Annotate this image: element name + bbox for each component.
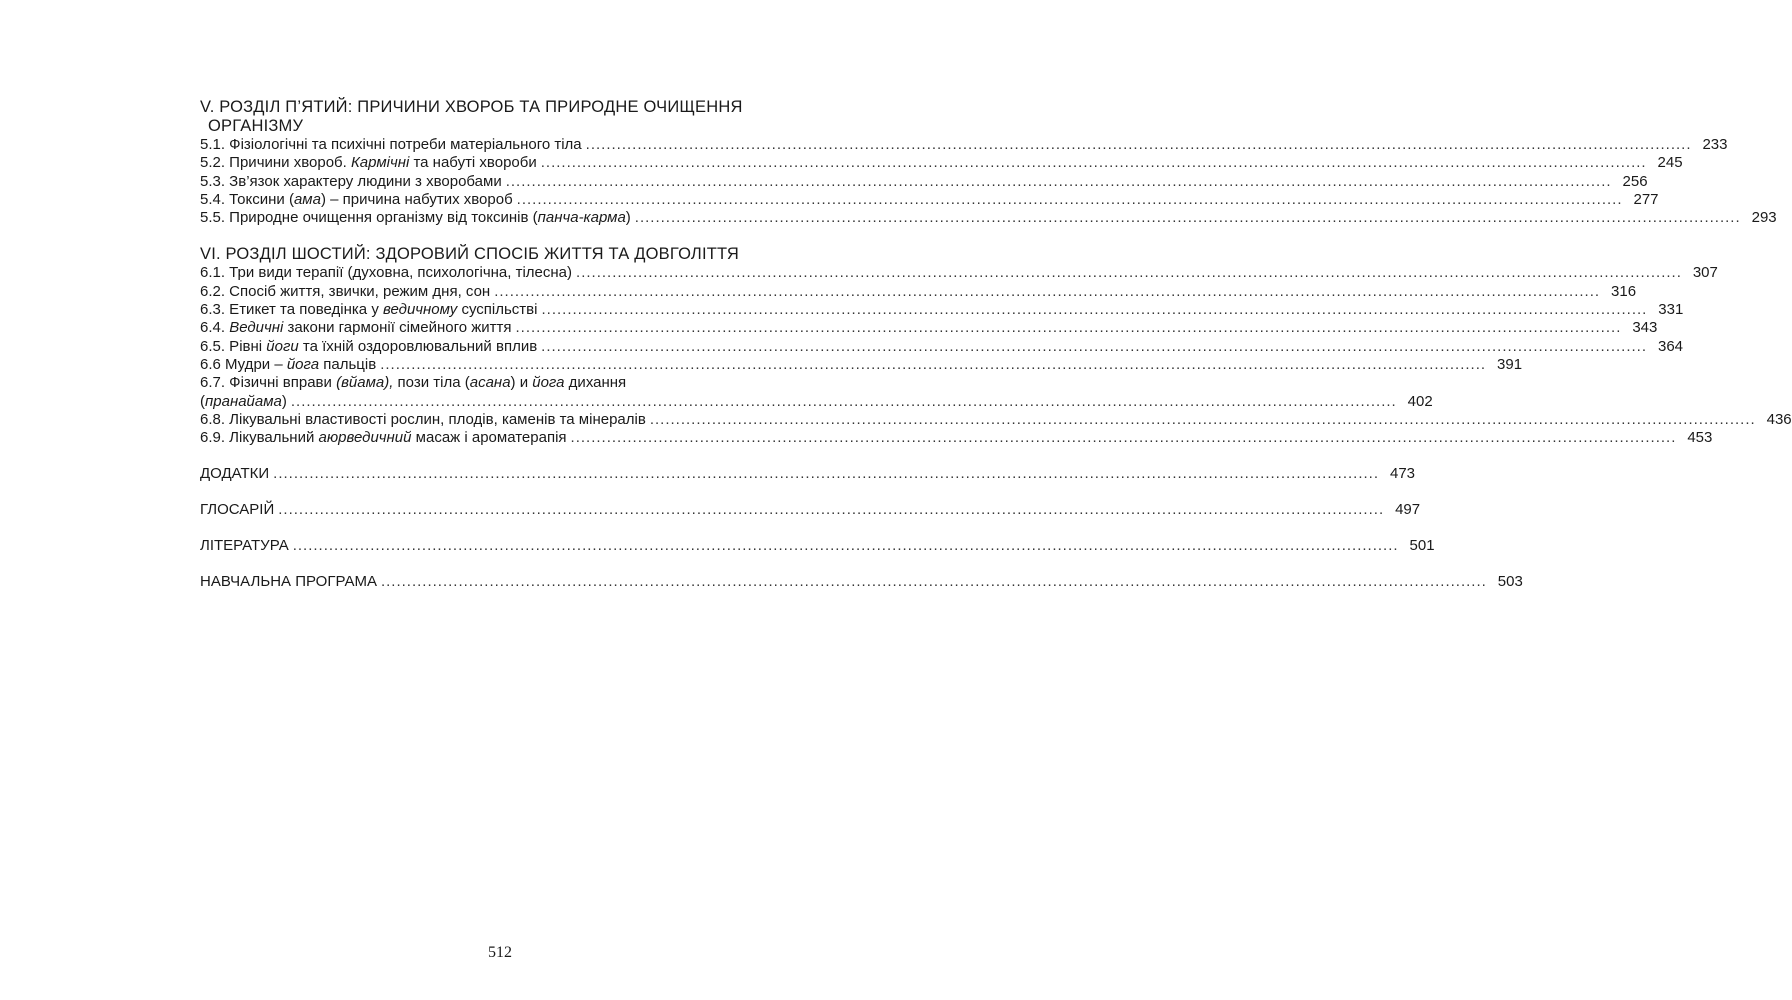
dot-leader <box>506 173 1612 191</box>
dot-leader <box>576 264 1682 282</box>
toc-entry-page: 473 <box>1389 465 1416 483</box>
dot-leader <box>586 136 1692 154</box>
toc-entry-title: 6.3. Етикет та поведінка у ведичному суспільстві <box>200 301 538 319</box>
toc-entry-appendices[interactable] <box>200 465 1416 483</box>
toc-entry-page: 503 <box>1497 573 1523 591</box>
toc-entry-page: 364 <box>1657 337 1684 355</box>
toc-entry-title: ГЛОСАРІЙ <box>200 501 275 519</box>
dot-leader <box>541 154 1647 172</box>
toc-entry-5-2[interactable] <box>200 154 1683 172</box>
toc-entry-title: 5.4. Токсини (ама) – причина набутих хвороб <box>200 190 513 208</box>
toc-entry-title: 6.6 Мудри – йога пальців <box>200 355 377 373</box>
toc-entry-title: ЛІТЕРАТУРА <box>200 537 289 555</box>
toc-entry-title: 5.1. Фізіологічні та психічні потреби матеріального тіла <box>200 136 582 153</box>
dot-leader <box>293 537 1399 555</box>
toc-entry-literature[interactable] <box>200 537 1435 555</box>
toc-entry-5-4[interactable] <box>200 190 1659 209</box>
toc-entry-title: 6.5. Рівні йоги та їхній оздоровлювальний вплив <box>200 337 538 355</box>
toc-entry-title: 6.2. Спосіб життя, звички, режим дня, сон <box>200 282 491 300</box>
toc-entry-page: 402 <box>1407 392 1433 410</box>
toc-entry-6-6[interactable] <box>200 355 1523 374</box>
toc-entry-5-1[interactable] <box>200 136 1728 154</box>
dot-leader <box>380 356 1486 374</box>
dot-leader <box>516 319 1622 337</box>
toc-entry-title: 6.4. Ведичні закони гармонії сімейного життя <box>200 319 512 337</box>
dot-leader <box>273 465 1379 483</box>
toc-entry-title: 5.2. Причини хвороб. Кармічні та набуті хвороби <box>200 154 537 172</box>
dot-leader <box>650 411 1756 429</box>
toc-entry-page: 307 <box>1692 264 1718 282</box>
toc-entry-6-8[interactable] <box>200 410 1792 429</box>
toc-entry-6-2[interactable] <box>200 282 1637 301</box>
dot-leader <box>541 338 1647 356</box>
toc-entry-page: 331 <box>1658 301 1684 319</box>
toc-entry-page: 497 <box>1395 501 1421 519</box>
section-6-title: VI. РОЗДІЛ ШОСТИЙ: ЗДОРОВИЙ СПОСІБ ЖИТТЯ ТА ДОВГОЛІТТЯ <box>200 245 740 264</box>
toc-entry-5-3[interactable] <box>200 172 1648 191</box>
toc-entry-6-5[interactable] <box>200 337 1684 356</box>
toc-entry-title: 6.1. Три види терапії (духовна, психологічна, тілесна) <box>200 264 573 282</box>
toc-entry-6-4[interactable] <box>200 319 1658 337</box>
dot-leader <box>541 301 1647 319</box>
toc-entry-5-5[interactable] <box>200 209 1777 227</box>
toc-entry-title: 5.5. Природне очищення організму від токсинів (панча-карма) <box>200 209 631 227</box>
toc-entry-page: 277 <box>1633 190 1659 208</box>
toc-entry-page: 436 <box>1766 410 1792 428</box>
toc-entry-title: (пранайама) <box>200 392 287 410</box>
dot-leader <box>571 429 1677 447</box>
dot-leader <box>494 283 1600 301</box>
toc-entry-title: НАВЧАЛЬНА ПРОГРАМА <box>200 573 377 591</box>
page-number: 512 <box>488 944 512 961</box>
toc-entry-page: 391 <box>1497 355 1523 373</box>
toc-entry-6-9[interactable] <box>200 429 1713 447</box>
toc-entry-page: 256 <box>1622 172 1648 190</box>
toc-entry-glossary[interactable] <box>200 501 1421 519</box>
toc-entry-page: 245 <box>1657 154 1683 172</box>
toc-entry-title: 6.9. Лікувальний аюрведичний масаж і ароматерапія <box>200 429 567 447</box>
toc-entry-page: 343 <box>1632 319 1658 337</box>
section-5-title-line2: ОРГАНІЗМУ <box>208 117 304 135</box>
toc-entry-title: 5.3. Зв’язок характеру людини з хворобами <box>200 172 502 190</box>
toc-entry-curriculum[interactable] <box>200 573 1523 591</box>
toc-entry-page: 293 <box>1751 209 1777 227</box>
toc-entry-title: 6.8. Лікувальні властивості рослин, плодів, каменів та мінералів <box>200 410 646 428</box>
toc-entry-6-3[interactable] <box>200 301 1684 319</box>
section-5-title-line1: V. РОЗДІЛ П’ЯТИЙ: ПРИЧИНИ ХВОРОБ ТА ПРИРОДНЕ ОЧИЩЕННЯ <box>200 98 743 116</box>
toc-entry-page: 316 <box>1611 282 1637 300</box>
toc-entry-page: 453 <box>1687 429 1713 447</box>
toc-entry-6-1[interactable] <box>200 264 1718 282</box>
table-of-contents <box>200 98 1792 609</box>
toc-entry-6-7-line1[interactable]: 6.7. Фізичні вправи (вйама), пози тіла (асана) и йога дихання <box>200 374 627 392</box>
toc-entry-6-7[interactable] <box>200 392 1433 411</box>
dot-leader <box>381 573 1487 591</box>
dot-leader <box>517 191 1623 209</box>
dot-leader <box>635 209 1741 227</box>
section-5-title <box>200 98 777 136</box>
toc-entry-page: 233 <box>1702 136 1728 153</box>
toc-entry-page: 501 <box>1409 537 1435 555</box>
dot-leader <box>278 501 1384 519</box>
dot-leader <box>291 393 1397 411</box>
toc-entry-title: ДОДАТКИ <box>200 465 270 483</box>
